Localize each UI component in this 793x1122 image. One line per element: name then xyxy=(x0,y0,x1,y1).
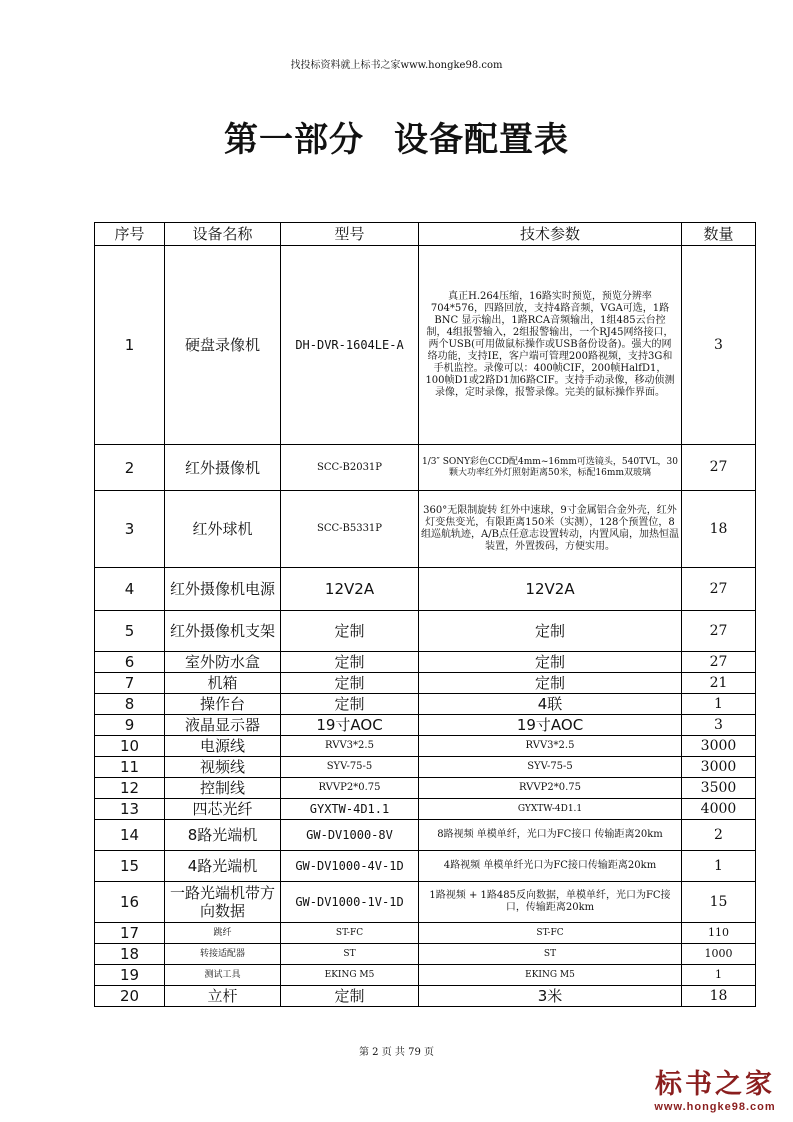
row-model: GW-DV1000-1V-1D xyxy=(281,882,419,923)
row-qty: 1 xyxy=(682,965,756,986)
row-name: 跳纤 xyxy=(165,923,281,944)
row-index: 10 xyxy=(95,736,165,757)
header-name: 设备名称 xyxy=(165,223,281,246)
header-note: 找投标资料就上标书之家www.hongke98.com xyxy=(290,60,503,71)
row-spec: RVVP2*0.75 xyxy=(419,778,682,799)
row-index: 15 xyxy=(95,851,165,882)
table-row xyxy=(95,568,756,611)
row-index: 2 xyxy=(95,445,165,491)
row-index: 19 xyxy=(95,965,165,986)
row-spec: ST-FC xyxy=(419,923,682,944)
row-name: 4路光端机 xyxy=(165,851,281,882)
row-name: 电源线 xyxy=(165,736,281,757)
row-index: 20 xyxy=(95,986,165,1007)
table-row xyxy=(95,611,756,652)
table-row xyxy=(95,652,756,673)
row-spec: 定制 xyxy=(419,652,682,673)
row-spec: 4路视频 单模单纤光口为FC接口传输距离20km xyxy=(419,851,682,882)
header-index: 序号 xyxy=(95,223,165,246)
row-qty: 2 xyxy=(682,820,756,851)
page-number: 第 2 页 共 79 页 xyxy=(359,1047,434,1058)
row-model: SCC-B5331P xyxy=(281,491,419,568)
row-qty: 4000 xyxy=(682,799,756,820)
row-qty: 27 xyxy=(682,568,756,611)
row-model: RVV3*2.5 xyxy=(281,736,419,757)
row-index: 13 xyxy=(95,799,165,820)
row-index: 17 xyxy=(95,923,165,944)
row-qty: 3 xyxy=(682,715,756,736)
row-spec: 8路视频 单模单纤，光口为FC接口 传输距离20km xyxy=(419,820,682,851)
row-qty: 1 xyxy=(682,694,756,715)
row-index: 18 xyxy=(95,944,165,965)
row-index: 12 xyxy=(95,778,165,799)
row-index: 4 xyxy=(95,568,165,611)
row-name: 一路光端机带方向数据 xyxy=(165,882,281,923)
row-name: 红外摄像机电源 xyxy=(165,568,281,611)
row-spec: SYV-75-5 xyxy=(419,757,682,778)
row-name: 四芯光纤 xyxy=(165,799,281,820)
row-qty: 3 xyxy=(682,246,756,445)
row-model: DH-DVR-1604LE-A xyxy=(281,246,419,445)
row-model: GW-DV1000-8V xyxy=(281,820,419,851)
row-model: 定制 xyxy=(281,652,419,673)
row-qty: 27 xyxy=(682,445,756,491)
row-qty: 15 xyxy=(682,882,756,923)
table-row xyxy=(95,923,756,944)
row-name: 立杆 xyxy=(165,986,281,1007)
table-row xyxy=(95,673,756,694)
row-model: RVVP2*0.75 xyxy=(281,778,419,799)
table-row xyxy=(95,965,756,986)
row-spec: 真正H.264压缩，16路实时预览，预览分辨率704*576，四路回放，支持4路音频，VGA可选，1路BNC 显示输出，1路RCA音频输出，1组485云台控制，4组报警输入，2组报警输出，一个RJ45网络接口，两个USB(可用做鼠标操作或USB备份设备)。强大的网络功能，支持IE，客户端可管理200路视频，支持3G和手机监控。录像可以：400帧CIF，200帧HalfD1，100帧D1或2路D1加6路CIF。支持手动录像，移动侦测录像，定时录像，报警录像。完美的鼠标操作界面。 xyxy=(419,246,682,445)
row-model: 19寸AOC xyxy=(281,715,419,736)
row-spec: 定制 xyxy=(419,611,682,652)
row-model: GYXTW-4D1.1 xyxy=(281,799,419,820)
row-spec: GYXTW-4D1.1 xyxy=(419,799,682,820)
row-name: 硬盘录像机 xyxy=(165,246,281,445)
row-index: 16 xyxy=(95,882,165,923)
table-row xyxy=(95,445,756,491)
row-model: SCC-B2031P xyxy=(281,445,419,491)
logo-brand: 标书之家 xyxy=(655,1069,775,1100)
row-spec: 1/3″ SONY彩色CCD配4mm~16mm可选镜头，540TVL，30颗大功率红外灯照射距离50米，标配16mm双玻璃 xyxy=(419,445,682,491)
row-index: 1 xyxy=(95,246,165,445)
row-qty: 1 xyxy=(682,851,756,882)
row-model: 定制 xyxy=(281,611,419,652)
brand-logo xyxy=(642,1062,788,1113)
page-title xyxy=(0,112,793,161)
row-qty: 1000 xyxy=(682,944,756,965)
row-index: 6 xyxy=(95,652,165,673)
table-row xyxy=(95,246,756,445)
row-qty: 110 xyxy=(682,923,756,944)
row-index: 3 xyxy=(95,491,165,568)
row-qty: 3000 xyxy=(682,757,756,778)
table-row xyxy=(95,986,756,1007)
header-qty: 数量 xyxy=(682,223,756,246)
title-part: 第一部分 xyxy=(224,120,364,160)
row-model: 定制 xyxy=(281,986,419,1007)
row-name: 红外摄像机 xyxy=(165,445,281,491)
row-name: 8路光端机 xyxy=(165,820,281,851)
table-row xyxy=(95,694,756,715)
row-model: 定制 xyxy=(281,694,419,715)
row-name: 红外球机 xyxy=(165,491,281,568)
row-name: 控制线 xyxy=(165,778,281,799)
row-index: 7 xyxy=(95,673,165,694)
row-spec: 3米 xyxy=(419,986,682,1007)
row-name: 视频线 xyxy=(165,757,281,778)
row-spec: ST xyxy=(419,944,682,965)
table-row xyxy=(95,851,756,882)
row-spec: 定制 xyxy=(419,673,682,694)
row-qty: 27 xyxy=(682,652,756,673)
header-spec: 技术参数 xyxy=(419,223,682,246)
table-row xyxy=(95,757,756,778)
row-name: 机箱 xyxy=(165,673,281,694)
row-model: EKING M5 xyxy=(281,965,419,986)
header-model: 型号 xyxy=(281,223,419,246)
row-spec: 19寸AOC xyxy=(419,715,682,736)
row-spec: 360°无限制旋转 红外中速球，9寸金属铝合金外壳，红外灯变焦变光，有限距离150米（实测），128个预置位，8组巡航轨迹，A/B点任意志设置转动，内置风扇，加热恒温装置，外置拨码，方便实用。 xyxy=(419,491,682,568)
table-row xyxy=(95,944,756,965)
table-row xyxy=(95,736,756,757)
row-qty: 3000 xyxy=(682,736,756,757)
row-spec: 12V2A xyxy=(419,568,682,611)
row-index: 8 xyxy=(95,694,165,715)
title-text: 设备配置表 xyxy=(394,120,569,160)
table-header-row xyxy=(95,223,756,246)
row-name: 液晶显示器 xyxy=(165,715,281,736)
row-qty: 21 xyxy=(682,673,756,694)
table-row xyxy=(95,491,756,568)
row-model: GW-DV1000-4V-1D xyxy=(281,851,419,882)
table-row xyxy=(95,882,756,923)
row-qty: 3500 xyxy=(682,778,756,799)
row-name: 室外防水盒 xyxy=(165,652,281,673)
row-model: ST-FC xyxy=(281,923,419,944)
row-spec: EKING M5 xyxy=(419,965,682,986)
row-index: 9 xyxy=(95,715,165,736)
row-name: 转接适配器 xyxy=(165,944,281,965)
row-model: 定制 xyxy=(281,673,419,694)
table-row xyxy=(95,715,756,736)
row-name: 操作台 xyxy=(165,694,281,715)
logo-url: www.hongke98.com xyxy=(654,1101,776,1113)
row-model: ST xyxy=(281,944,419,965)
row-name: 红外摄像机支架 xyxy=(165,611,281,652)
row-qty: 18 xyxy=(682,986,756,1007)
row-index: 5 xyxy=(95,611,165,652)
equipment-table xyxy=(94,222,756,1007)
row-qty: 27 xyxy=(682,611,756,652)
row-name: 测试工具 xyxy=(165,965,281,986)
row-model: SYV-75-5 xyxy=(281,757,419,778)
row-model: 12V2A xyxy=(281,568,419,611)
table-row xyxy=(95,799,756,820)
table-row xyxy=(95,778,756,799)
row-qty: 18 xyxy=(682,491,756,568)
row-index: 11 xyxy=(95,757,165,778)
row-spec: 1路视频 + 1路485反向数据，单模单纤，光口为FC接口，传输距离20km xyxy=(419,882,682,923)
row-index: 14 xyxy=(95,820,165,851)
row-spec: 4联 xyxy=(419,694,682,715)
table-row xyxy=(95,820,756,851)
row-spec: RVV3*2.5 xyxy=(419,736,682,757)
